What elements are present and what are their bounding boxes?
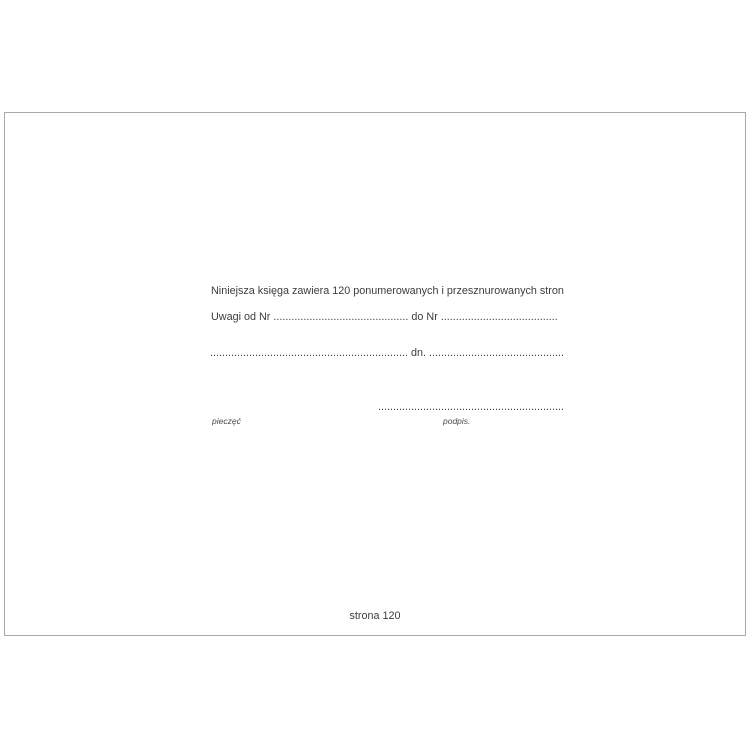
date-dotted-field: ............................................. [429, 347, 564, 359]
stamp-label: pieczęć [212, 416, 241, 426]
remarks-to-label: do Nr [411, 311, 438, 323]
page-number: strona 120 [349, 610, 401, 622]
remarks-from-dotted-field: ............................................. [273, 311, 409, 323]
date-abbrev-label: dn. [410, 347, 426, 359]
certification-text: Niniejsza księga zawiera 120 ponumerowanych i przesznurowanych stron [211, 285, 564, 297]
date-line [210, 346, 564, 360]
place-dotted-field: .................................................................. [210, 347, 408, 359]
signature-dotted-field: .............................................................. [378, 401, 564, 413]
book-page [4, 112, 746, 636]
remarks-prefix-label: Uwagi od Nr [211, 311, 271, 323]
remarks-to-dotted-field: ....................................... [440, 311, 558, 323]
signature-label: podpis. [443, 416, 471, 426]
remarks-line [211, 310, 558, 324]
